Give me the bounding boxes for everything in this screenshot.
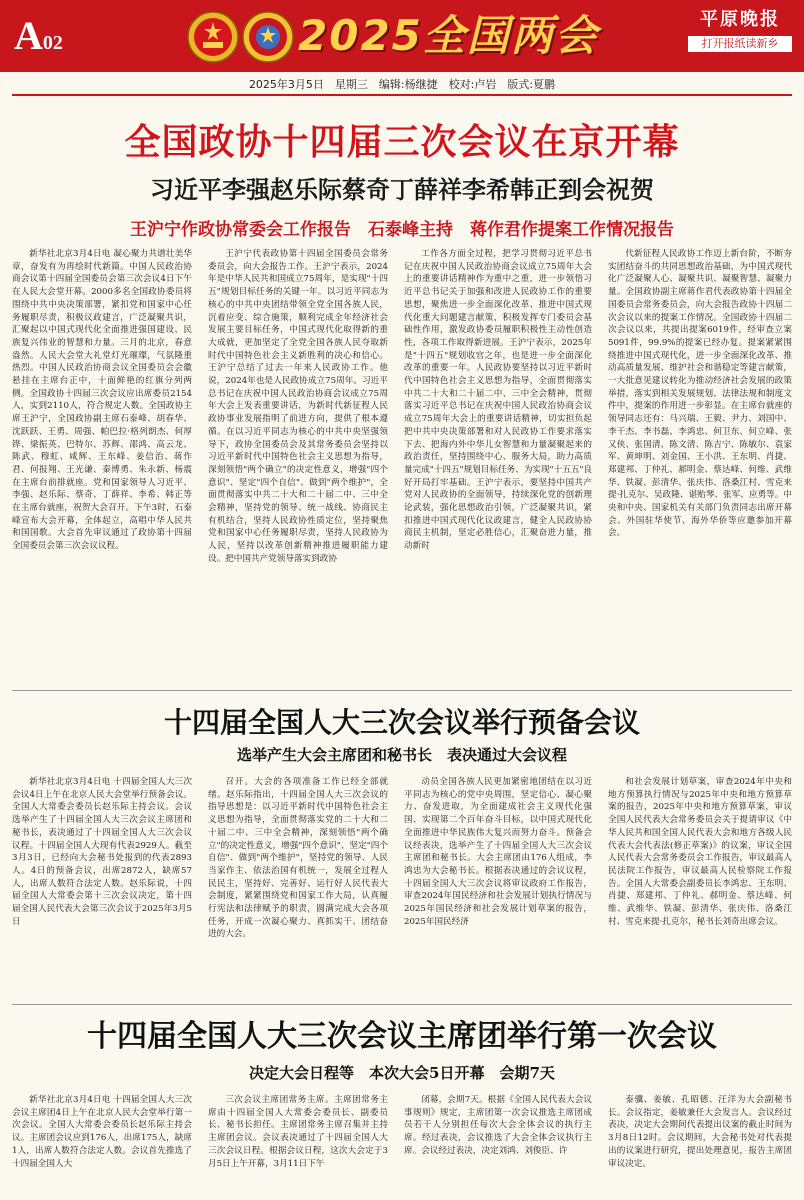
story3-body: [12, 1094, 792, 1198]
banner-title: 2025全国两会: [298, 11, 599, 60]
story1-column: 工作各方面全过程，把学习贯彻习近平总书记在庆祝中国人民政治协商会议成立75周年大会上的重要讲话精神作为重中之重，进一步领悟习近平总书记关于加强和改进人民政协工作的重要思想，聚焦进一步全面深化改革、推进中国式现代化重大问题建言献策，积极发挥专门委员会基础性作用，激发政协委员履职积极性主动性创造性，各项工作取得新进展。王沪宁表示，2025年是"十四五"规划收官之年，也是进一步全面深化改革的重要一年。人民政协要坚持以习近平新时代中国特色社会主义思想为指导，全面贯彻落实中共二十大和二十届二中、三中全会精神，贯彻落实习近平总书记在庆祝中国人民政治协商会议成立75周年大会上的重要讲话精神，切实担负起把中共中央决策部署和对人民政协工作要求落实下去、把海内外中华儿女智慧和力量凝聚起来的政治责任，坚持围绕中心、服务大局，助力高质量完成"十四五"规划目标任务、为实现"十五五"良好开局打牢基础。王沪宁表示，要坚持中国共产党对人民政协的全面领导，持续深化党的创新理论武装，强化思想政治引领，广泛凝聚共识，紧扣推进中国式现代化议政建言，健全人民政协协商民主机制，坚定必胜信心，汇聚奋进力量，推动新时: [404, 249, 592, 552]
page-number: [14, 14, 63, 65]
story3-column: 闭幕，会期7天。根据《全国人民代表大会议事规则》规定，主席团第一次会议推选主席团成员若干人分别担任每次大会全体会议的执行主席。经过表决，会议推选了大会全体会议执行主席。会议经过表决，决定刘鸿、刘俊臣、许: [404, 1095, 592, 1156]
page-number-digits: 02: [42, 32, 63, 54]
story2-column: 召开。大会的各项准备工作已经全部就绪。赵乐际指出，十四届全国人大三次会议的指导思想是：以习近平新时代中国特色社会主义思想为指导，全面贯彻落实党的二十大和二十届二中、三中全会精神，深刻领悟"两个确立"的决定性意义，增强"四个意识"、坚定"四个自信"、做到"两个维护"，坚持党的领导、人民当家作主、依法治国有机统一，发展全过程人民民主，坚持好、完善好、运行好人民代表大会制度，紧紧围绕党和国家工作大局，认真履行宪法和法律赋予的职责，圆满完成大会各项任务，开成一次凝心聚力、真抓实干、团结奋进的大会。: [208, 777, 388, 940]
national-emblem-icon: [188, 12, 238, 62]
newspaper-brand: [688, 8, 792, 52]
divider: [12, 94, 792, 96]
story2-column: 动员全国各族人民更加紧密地团结在以习近平同志为核心的党中央周围，坚定信心、凝心聚力、奋发进取，为全面建成社会主义现代化强国、实现第二个百年奋斗目标，以中国式现代化全面推进中华民族伟大复兴而努力奋斗。预备会议经表决，选举产生了十四届全国人大三次会议主席团和秘书长。大会主席团由176人组成，李鸿忠为大会秘书长。根据表决通过的会议议程，十四届全国人大三次会议将审议政府工作报告，审查2024年国民经济和社会发展计划执行情况与2025年国民经济和社会发展计划草案的报告，2025年国民经济: [404, 777, 592, 927]
story2-headline: 十四届全国人大三次会议举行预备会议: [163, 706, 640, 739]
story1-column: 新华社北京3月4日电 凝心聚力共谱壮美华章，奋发有为再绘时代新篇。中国人民政治协商会议第十四届全国委员会第三次会议4日下午在人民大会堂开幕。2000多名全国政协委员将围绕中共中央决策部署，紧扣党和国家中心任务履职尽责，积极议政建言，广泛凝聚共识，汇聚起以中国式现代化全面推进强国建设、民族复兴伟业的智慧和力量。三月的北京，春意盎然。人民大会堂大礼堂灯光璀璨，气氛隆重热烈。中国人民政治协商会议全国委员会会徽悬挂在主席台正中，十面鲜艳的红旗分列两侧。全国政协十四届三次会议应出席委员2154人，实到2110人，符合规定人数。全国政协主席王沪宁，全国政协副主席石泰峰、胡春华、沈跃跃、王勇、周强、帕巴拉·格列朗杰、何厚铧、梁振英、巴特尔、苏辉、邵鸿、高云龙、陈武、穆虹、咸辉、王东峰、姜信治、蒋作君、何报翔、王光谦、秦博勇、朱永新、杨震在主席台前排就座。党和国家领导人习近平、李强、赵乐际、蔡奇、丁薛祥、李希、韩正等在主席台就座，祝贺大会召开。下午3时，石泰峰宣布大会开幕，全体起立，高唱中华人民共和国国歌。大会首先审议通过了政协第十四届全国委员会第三次会议议程。: [12, 249, 192, 552]
page-letter: A: [14, 13, 43, 58]
header-banner: [0, 0, 804, 72]
story1-subhead2: 王沪宁作政协常委会工作报告 石泰峰主持 蒋作君作提案工作情况报告: [130, 220, 674, 240]
story3-column: 泰骥、姜敏、孔昭德、汪洋为大会副秘书长。会议指定，姜敏兼任大会发言人。会议经过表决，决定大会期间代表提出议案的截止时间为3月8日12时。会议期间，大会秘书处对代表提出的议案进行研究，提出处理意见，报告主席团审议决定。: [608, 1095, 792, 1169]
divider: [12, 1004, 792, 1005]
national-emblems-icon: [186, 8, 296, 66]
story2-column: 新华社北京3月4日电 十四届全国人大三次会议4日上午在北京人民大会堂举行预备会议。全国人大常委会委员长赵乐际主持会议。会议选举产生了十四届全国人大三次会议主席团和秘书长，表决通过了十四届全国人大三次会议议程。十四届全国人大现有代表2929人。截至3月3日，已经向大会秘书处报到的代表2893人。4日的预备会议，出席2872人，缺席57人，出席人数符合法定人数。赵乐际说，十四届全国人大常委会第十三次会议决定，第十四届全国人民代表大会第三次会议于2025年3月5日: [12, 777, 192, 927]
story2-column: 和社会发展计划草案，审查2024年中央和地方预算执行情况与2025年中央和地方预算草案的报告，2025年中央和地方预算草案，审议全国人民代表大会常务委员会关于提请审议《中华人民共和国全国人民代表大会和地方各级人民代表大会代表法(修正草案)》的议案，审议全国人民代表大会常务委员会工作报告，审议最高人民法院工作报告，审议最高人民检察院工作报告。全国人大常委会副委员长李鸿忠、王东明、肖捷、郑建邦、丁仲礼、郝明金、蔡达峰、何维、武维华、铁凝、彭清华、张庆伟、洛桑江村、雪克来提·扎克尔，秘书长刘奇出席会议。: [608, 777, 792, 927]
story3-headline: 十四届全国人大三次会议主席团举行第一次会议: [87, 1019, 717, 1054]
brand-name: 平原晚报: [700, 9, 780, 30]
story2-body: [12, 776, 792, 994]
story1-body: [12, 248, 792, 670]
story1-headline: 全国政协十四届三次会议在京开幕: [124, 122, 680, 163]
story3-column: 三次会议主席团常务主席。主席团常务主席由十四届全国人大常委会委员长、副委员长、秘书长担任。主席团常务主席召集并主持主席团会议。会议表决通过了十四届全国人大三次会议日程。根据会议日程，这次大会定于3月5日上午开幕，3月11日下午: [208, 1095, 388, 1169]
story1-subhead: 习近平李强赵乐际蔡奇丁薛祥李希韩正到会祝贺: [150, 175, 654, 204]
story2-subhead: 选举产生大会主席团和秘书长 表决通过大会议程: [236, 746, 567, 764]
issue-dateline: 2025年3月5日 星期三 编辑:杨继捷 校对:卢岩 版式:夏鹏: [248, 78, 556, 91]
story3-column: 新华社北京3月4日电 十四届全国人大三次会议主席团4日上午在北京人民大会堂举行第一次会议。全国人大常委会委员长赵乐际主持会议。主席团会议应到176人，出席175人，缺席1人，出席人数符合法定人数。会议首先推选了十四届全国人大: [12, 1095, 192, 1169]
divider: [12, 690, 792, 691]
story3-subhead: 决定大会日程等 本次大会5日开幕 会期7天: [249, 1064, 555, 1082]
story1-column: 代新征程人民政协工作迈上新台阶，不断夯实团结奋斗的共同思想政治基础，为中国式现代化广泛凝聚人心、凝聚共识、凝聚智慧、凝聚力量。全国政协副主席蒋作君代表政协第十四届全国委员会常务委员会，向大会报告政协十四届二次会议以来的提案工作情况。全国政协十四届二次会议以来，共提出提案6019件，经审查立案5091件，99.9%的提案已经办复。提案紧紧围绕推进中国式现代化，进一步全面深化改革、推动高质量发展、维护社会和谐稳定等建言献策，一大批意见建议转化为推动经济社会发展的政策举措，落实到相关发展规划、法律法规和制度文件中，提案的作用进一步彰显。在主席台就座的领导同志还有：马兴瑞、王毅、尹力、刘国中、李干杰、李书磊、李鸿忠、何卫东、何立峰、张又侠、张国清、陈文清、陈吉宁、陈敏尔、袁家军、黄坤明、刘金国、王小洪、王东明、肖捷、郑建邦、丁仲礼、郝明金、蔡达峰、何维、武维华、铁凝、彭清华、张庆伟、洛桑江村、雪克来提·扎克尔、吴政隆、谌贻琴、张军、应勇等。中央和中央、国家机关有关部门负责同志出席开幕会。外国驻华使节、海外华侨等应邀参加开幕会。: [608, 249, 792, 539]
cppcc-emblem-icon: [243, 12, 293, 62]
brand-slogan: 打开报纸读新乡: [688, 36, 792, 52]
story1-column: 王沪宁代表政协第十四届全国委员会常务委员会，向大会报告工作。王沪宁表示，2024年是中华人民共和国成立75周年，是实现"十四五"规划目标任务的关键一年。以习近平同志为核心的中共中央团结带领全党全国各族人民，沉着应变、综合施策，顺利完成全年经济社会发展主要目标任务，中国式现代化取得新的重大成就，更加坚定了全党全国各族人民夺取新时代中国特色社会主义新胜利的决心和信心。王沪宁总结了过去一年来人民政协工作。他说，2024年也是人民政协成立75周年。习近平总书记在庆祝中国人民政治协商会议成立75周年大会上发表重要讲话，为新时代新征程人民政协事业发展指明了前进方向，提供了根本遵循。在以习近平同志为核心的中共中央坚强领导下，政协全国委员会及其常务委员会坚持以习近平新时代中国特色社会主义思想为指导，深刻领悟"两个确立"的决定性意义，增强"四个意识"、坚定"四个自信"、做到"两个维护"，全面贯彻落实中共二十大和二十届二中、三中全会精神，坚持党的领导、统一战线、协商民主有机结合，坚持人民政协性质定位，坚持聚焦党和国家中心任务履职尽责，坚持人民政协为人民，坚持以改革创新精神推进履职能力建设。把中国共产党领导落实到政协: [208, 249, 388, 564]
